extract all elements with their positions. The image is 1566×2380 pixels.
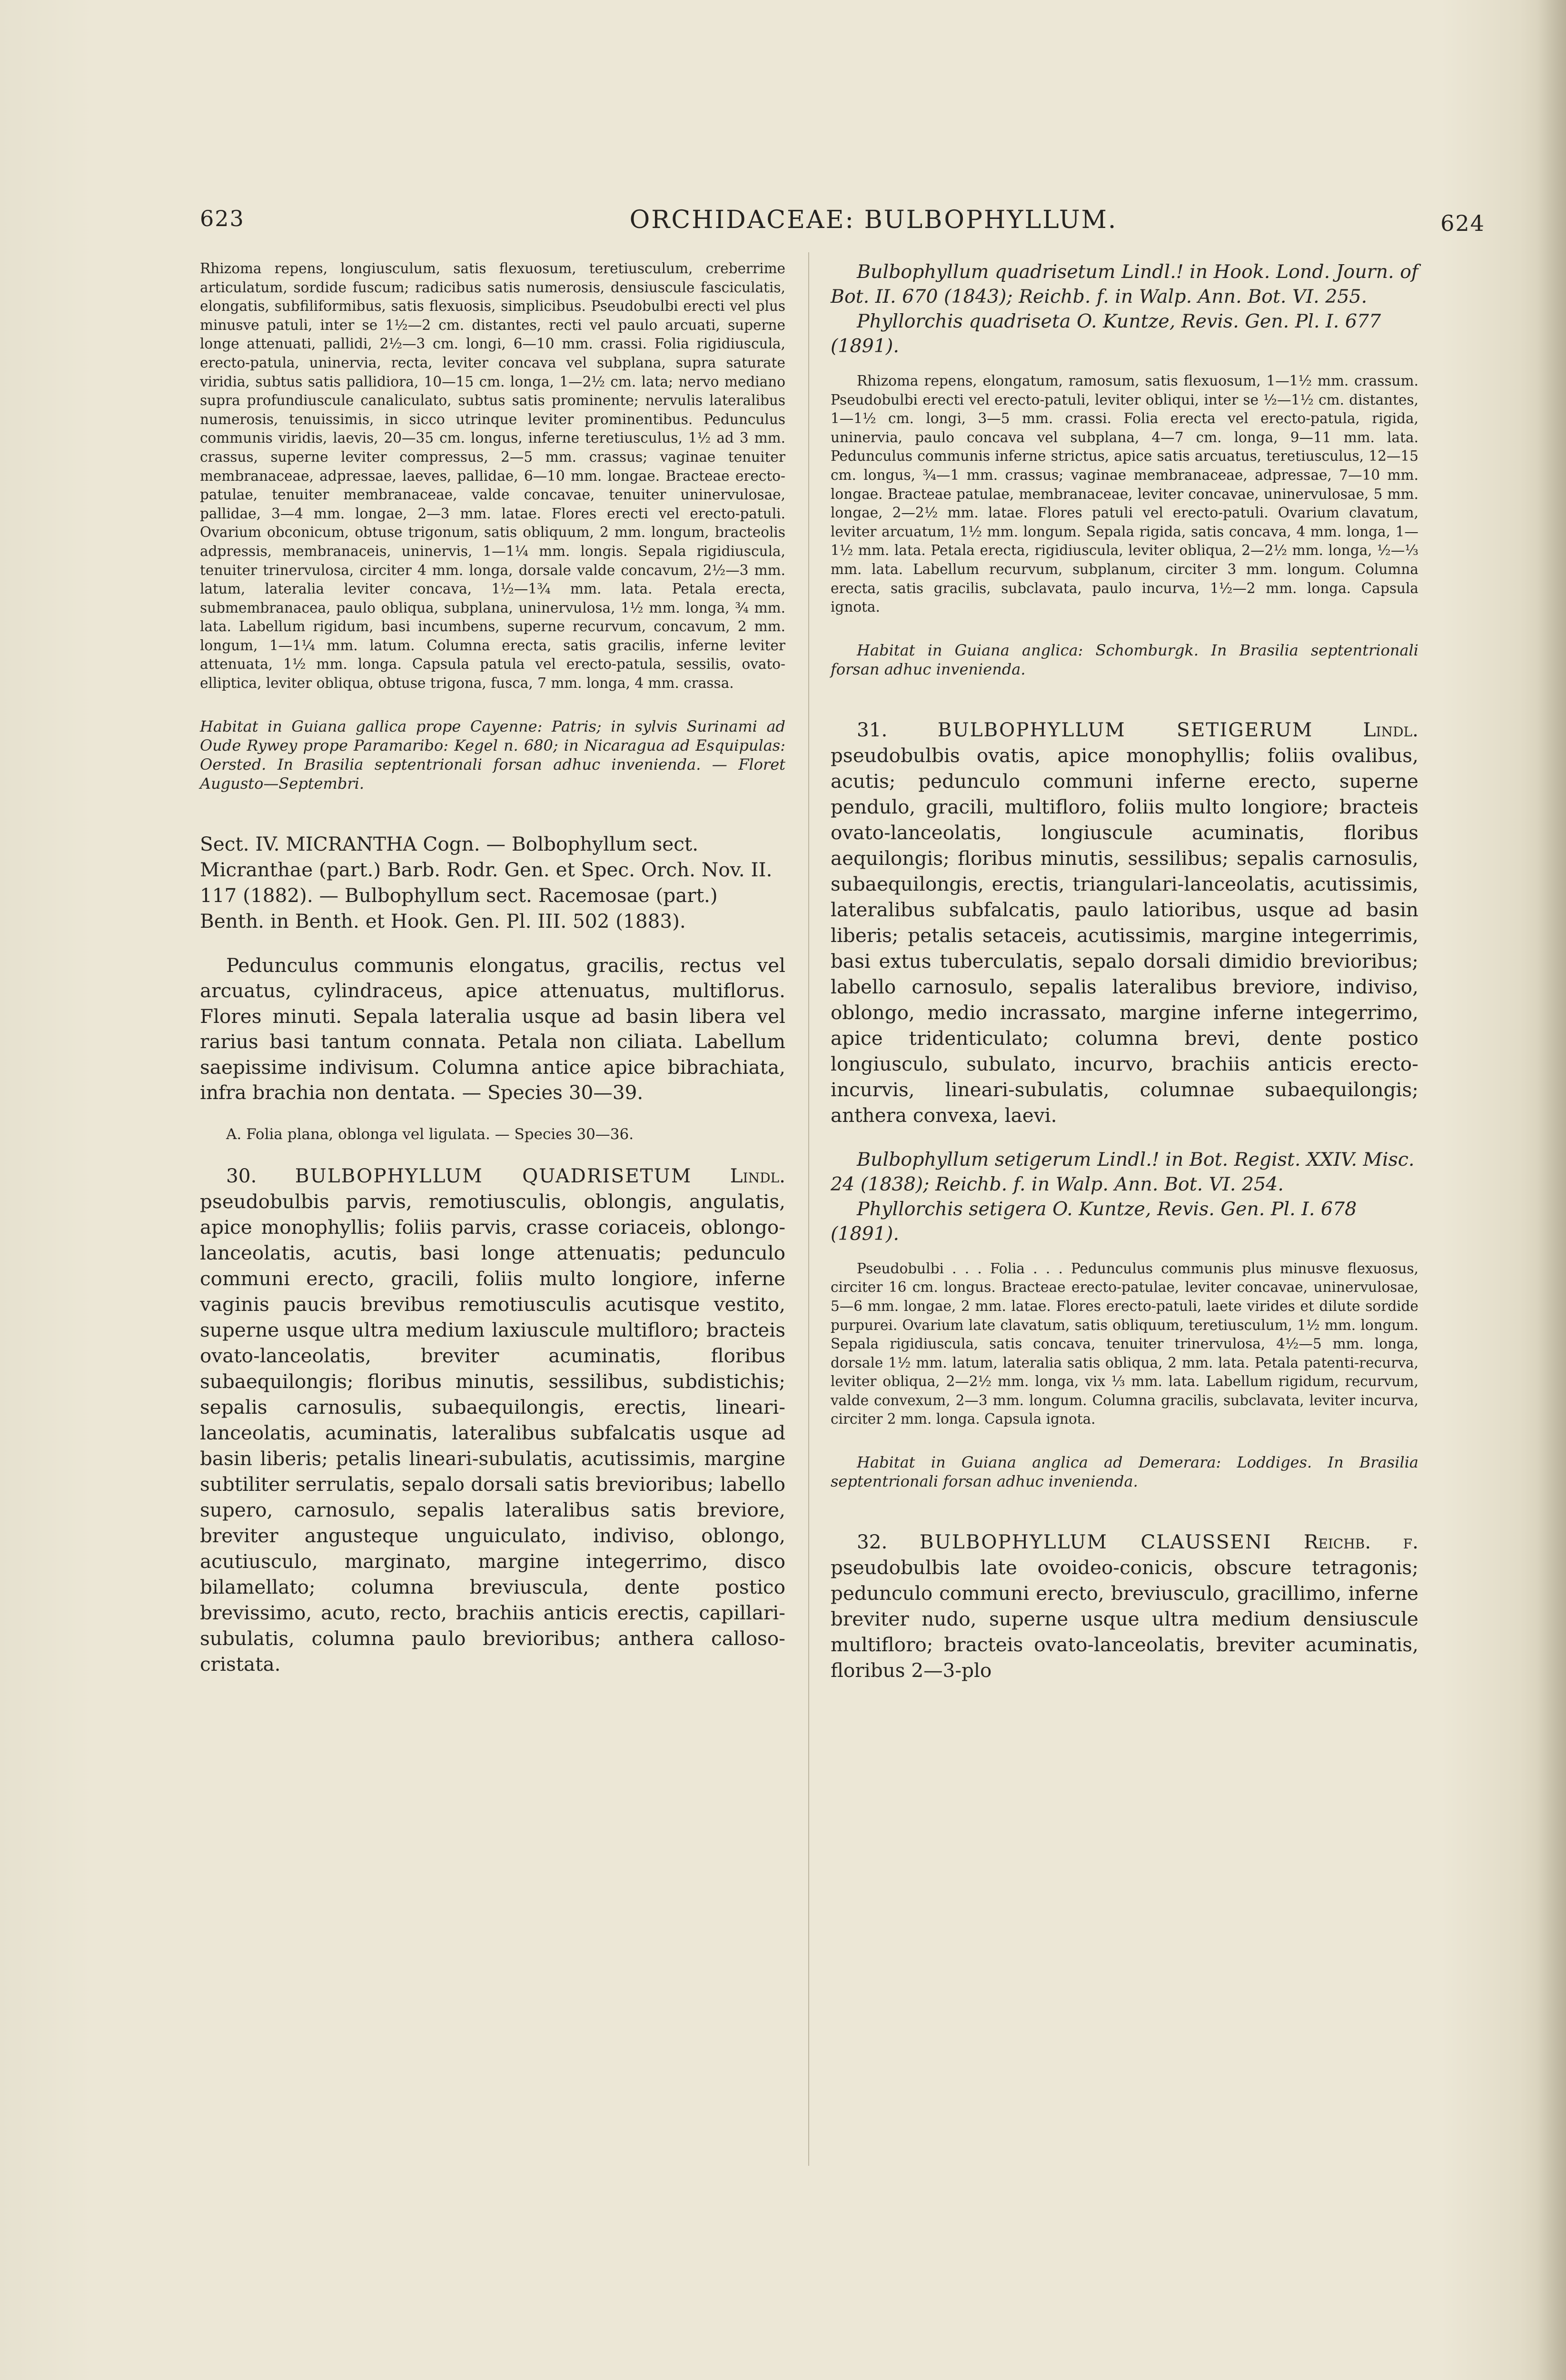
description-species-30: Rhizoma repens, elongatum, ramosum, satis flexuosum, 1—1½ mm. crassum. Pseudobulbi erecti vel erecto-patuli, leviter obliqui, inter se ½—1½ cm. distantes, 1—1½ cm. longi, 3—5 mm. crassi. Folia erecta vel erecto-patula, rigida, uninervia, paulo concava vel subplana, 4—7 cm. longa, 9—11 mm. lata. Pedunculus communis inferne strictus, apice satis arcuatus, teretiusculus, 12—15 cm. longus, ¾—1 mm. crassus; vaginae membranaceae, adpressae, 7—10 mm. longae. Bracteae patulae, membranaceae, leviter concavae, uninervulosae, 5 mm. longae, 2—2½ mm. latae. Flores patuli vel erecto-patuli. Ovarium clavatum, leviter arcuatum, 1½ mm. longum. Sepala rigida, satis concava, 4 mm. longa, 1—1½ mm. lata. Petala erecta, rigidiuscula, leviter obliqua, 2—2½ mm. longa, ½—⅓ mm. lata. Labellum recurvum, subplanum, circiter 3 mm. longum. Columna erecta, satis gracilis, subclavata, paulo incurva, 1½—2 mm. longa. Capsula ignota.	[831, 373, 1418, 615]
gutter-shadow	[1537, 0, 1566, 2380]
species-31-diagnosis: pseudobulbis ovatis, apice monophyllis; foliis ovalibus, acutis; pedunculo communi inferne erecto, superne pendulo, gracili, multifloro, foliis multo longiore; bracteis ovato-lanceolatis, longiuscule acuminatis, floribus aequilongis; floribus minutis, sessilibus; sepalis carnosulis, subaequilongis, erectis, triangulari-lanceolatis, acutissimis, lateralibus subfalcatis, paulo latioribus, usque ad basin liberis; petalis setaceis, acutissimis, margine integerrimis, basi extus tuberculatis, sepalo dorsali dimidio brevioribus; labello carnosulo, sepalis lateralibus breviore, indiviso, oblongo, medio incrassato, margine inferne integerrimo, apice tridenticulato; columna brevi, dente postico longiusculo, subulato, incurvo, brachiis anticis erecto-incurvis, lineari-subulatis, columnae subaequilongis; anthera convexa, laevi.	[831, 744, 1418, 1127]
column-divider	[808, 252, 809, 2166]
species-32-name: BULBOPHYLLUM CLAUSSENI	[919, 1530, 1272, 1554]
species-30-author: Lindl.	[730, 1164, 785, 1187]
key-line-a: A. Folia plana, oblonga vel ligulata. — Species 30—36.	[226, 1125, 634, 1143]
species-31-number: 31.	[857, 718, 888, 741]
description-species-31: Pseudobulbi . . . Folia . . . Pedunculus communis plus minusve flexuosus, circiter 16 cm. longus. Bracteae erecto-patulae, leviter concavae, uninervulosae, 5—6 mm. longae, 2 mm. latae. Flores erecto-patuli, laete virides et dilute sordide purpurei. Ovarium late clavatum, satis obliquum, teretiusculum, 1½ mm. longum. Sepala rigidiuscula, satis concava, tenuiter trinervulosa, 4½—5 mm. longa, dorsale 1½ mm. latum, lateralia satis obliqua, 2 mm. lata. Petala patenti-recurva, leviter obliqua, 2—2½ mm. longa, vix ⅓ mm. lata. Labellum rigidum, recurvum, valde convexum, 2—3 mm. longum. Columna gracilis, subclavata, leviter incurva, circiter 2 mm. longa. Capsula ignota.	[831, 1260, 1418, 1428]
species-32-diagnosis: pseudobulbis late ovoideo-conicis, obscure tetragonis; pedunculo communi erecto, breviusculo, gracillimo, inferne breviter nudo, superne usque ultra medium densiuscule multifloro; bracteis ovato-lanceolatis, breviter acuminatis, floribus 2—3-plo	[831, 1556, 1418, 1682]
synonym-31-b: Phyllorchis setigera O. Kuntze, Revis. Gen. Pl. I. 678 (1891).	[831, 1198, 1357, 1245]
section-description: Pedunculus communis elongatus, gracilis, rectus vel arcuatus, cylindraceus, apice attenuatus, multiflorus. Flores minuti. Sepala lateralia usque ad basin libera vel rarius basi tantum connata. Petala non ciliata. Labellum saepissime indivisum. Columna antice apice bibrachiata, infra brachia non dentata. — Species 30—39.	[200, 953, 785, 1104]
habitat-species-31: Habitat in Guiana anglica ad Demerara: Loddiges. In Brasilia septentrionali forsan adhuc invenienda.	[831, 1453, 1418, 1491]
synonym-31-a: Bulbophyllum setigerum Lindl.! in Bot. Regist. XXIV. Misc. 24 (1838); Reichb. f. in Walp. Ann. Bot. VI. 254.	[831, 1148, 1415, 1195]
habitat-species-30: Habitat in Guiana anglica: Schomburgk. In Brasilia septentrionali forsan adhuc invenienda.	[831, 641, 1418, 678]
description-species-29: Rhizoma repens, longiusculum, satis flexuosum, teretiusculum, creberrime articulatum, sordide fuscum; radicibus satis numerosis, densiuscule fasciculatis, elongatis, subfiliformibus, satis flexuosis, simplicibus. Pseudobulbi erecti vel plus minusve patuli, inter se 1½—2 cm. distantes, recti vel paulo arcuati, superne longe attenuati, pallidi, 2½—3 cm. longi, 6—10 mm. crassi. Folia rigidiuscula, erecto-patula, uninervia, recta, leviter concava vel subplana, supra saturate viridia, subtus satis pallidiora, 10—15 cm. longa, 1—2½ cm. lata; nervo mediano supra profundiuscule canaliculato, subtus satis prominente; nervulis lateralibus numerosis, tenuissimis, in sicco utrinque leviter prominentibus. Pedunculus communis viridis, laevis, 20—35 cm. longus, inferne teretiusculus, 1½ ad 3 mm. crassus, superne leviter compressus, 2—5 mm. crassus; vaginae tenuiter membranaceae, adpressae, laeves, pallidae, 6—10 mm. longae. Bracteae erecto-patulae, tenuiter membranaceae, valde concavae, tenuiter uninervulosae, pallidae, 3—4 mm. longae, 2—3 mm. latae. Flores erecti vel erecto-patuli. Ovarium obconicum, obtuse trigonum, satis obliquum, 2 mm. longum, bracteolis adpressis, membranaceis, uninervis, 1—1¼ mm. longis. Sepala rigidiuscula, tenuiter trinervulosa, circiter 4 mm. longa, dorsale valde concavum, 2½—3 mm. latum, lateralia leviter concava, 1½—1¾ mm. lata. Petala erecta, submembranacea, paulo obliqua, subplana, uninervulosa, 1½ mm. longa, ¾ mm. lata. Labellum rigidum, basi incumbens, superne recurvum, concavum, 2 mm. longum, 1—1¼ mm. latum. Columna erecta, satis gracilis, inferne leviter attenuata, 1½ mm. longa. Capsula patula vel erecto-patula, sessilis, ovato-elliptica, leviter obliqua, obtuse trigona, fusca, 7 mm. longa, 4 mm. crassa.	[200, 260, 785, 692]
species-32-number: 32.	[857, 1530, 888, 1554]
right-column	[831, 259, 1418, 1683]
left-column	[200, 259, 785, 1677]
species-31-author: Lindl.	[1363, 718, 1418, 741]
species-32-author: Reichb. f.	[1303, 1530, 1419, 1554]
species-30-diagnosis: pseudobulbis parvis, remotiusculis, oblongis, angulatis, apice monophyllis; foliis parvis, crasse coriaceis, oblongo-lanceolatis, acutis, basi longe attenuatis; pedunculo communi erecto, gracili, foliis multo longiore, inferne vaginis paucis brevibus remotiusculis acutisque vestito, superne usque ultra medium laxiuscule multifloro; bracteis ovato-lanceolatis, breviter acuminatis, floribus subaequilongis; floribus minutis, sessilibus, subdistichis; sepalis carnosulis, subaequilongis, erectis, lineari-lanceolatis, acuminatis, lateralibus subfalcatis usque ad basin liberis; petalis lineari-subulatis, acutissimis, margine subtiliter serrulatis, sepalo dorsali satis brevioribus; labello supero, carnosulo, sepalis lateralibus satis breviore, breviter angusteque unguiculato, indiviso, oblongo, acutiusculo, marginato, margine integerrimo, disco bilamellato; columna breviuscula, dente postico brevissimo, acuto, recto, brachiis anticis erectis, capillari-subulatis, columna paulo brevioribus; anthera calloso-cristata.	[200, 1190, 785, 1676]
species-30-name: BULBOPHYLLUM QUADRISETUM	[295, 1164, 692, 1187]
species-31-heading	[831, 717, 1418, 1128]
species-30-heading	[200, 1163, 785, 1677]
species-32-heading	[831, 1529, 1418, 1683]
synonym-30-a: Bulbophyllum quadrisetum Lindl.! in Hook. Lond. Journ. of Bot. II. 670 (1843); Reichb. f. in Walp. Ann. Bot. VI. 255.	[831, 261, 1418, 307]
habitat-species-29: Habitat in Guiana gallica prope Cayenne: Patris; in sylvis Surinami ad Oude Rywey prope Paramaribo: Kegel n. 680; in Nicaragua ad Esquipulas: Oersted. In Brasilia septentrionali forsan adhuc invenienda. — Floret Augusto—Septembri.	[200, 717, 785, 793]
species-31-name: BULBOPHYLLUM SETIGERUM	[937, 718, 1313, 741]
species-30-number: 30.	[226, 1164, 257, 1187]
page-number-left: 623	[200, 206, 245, 231]
page-header	[200, 206, 1485, 239]
synonym-30-b: Phyllorchis quadriseta O. Kuntze, Revis. Gen. Pl. I. 677 (1891).	[831, 310, 1381, 357]
page-number-right: 624	[1440, 210, 1485, 236]
section-heading: Sect. IV. MICRANTHA Cogn. — Bolbophyllum sect. Micranthae (part.) Barb. Rodr. Gen. et Spec. Orch. Nov. II. 117 (1882). — Bulbophyllum sect. Racemosae (part.) Benth. in Benth. et Hook. Gen. Pl. III. 502 (1883).	[200, 832, 773, 932]
running-title: ORCHIDACEAE: BULBOPHYLLUM.	[629, 206, 1118, 234]
